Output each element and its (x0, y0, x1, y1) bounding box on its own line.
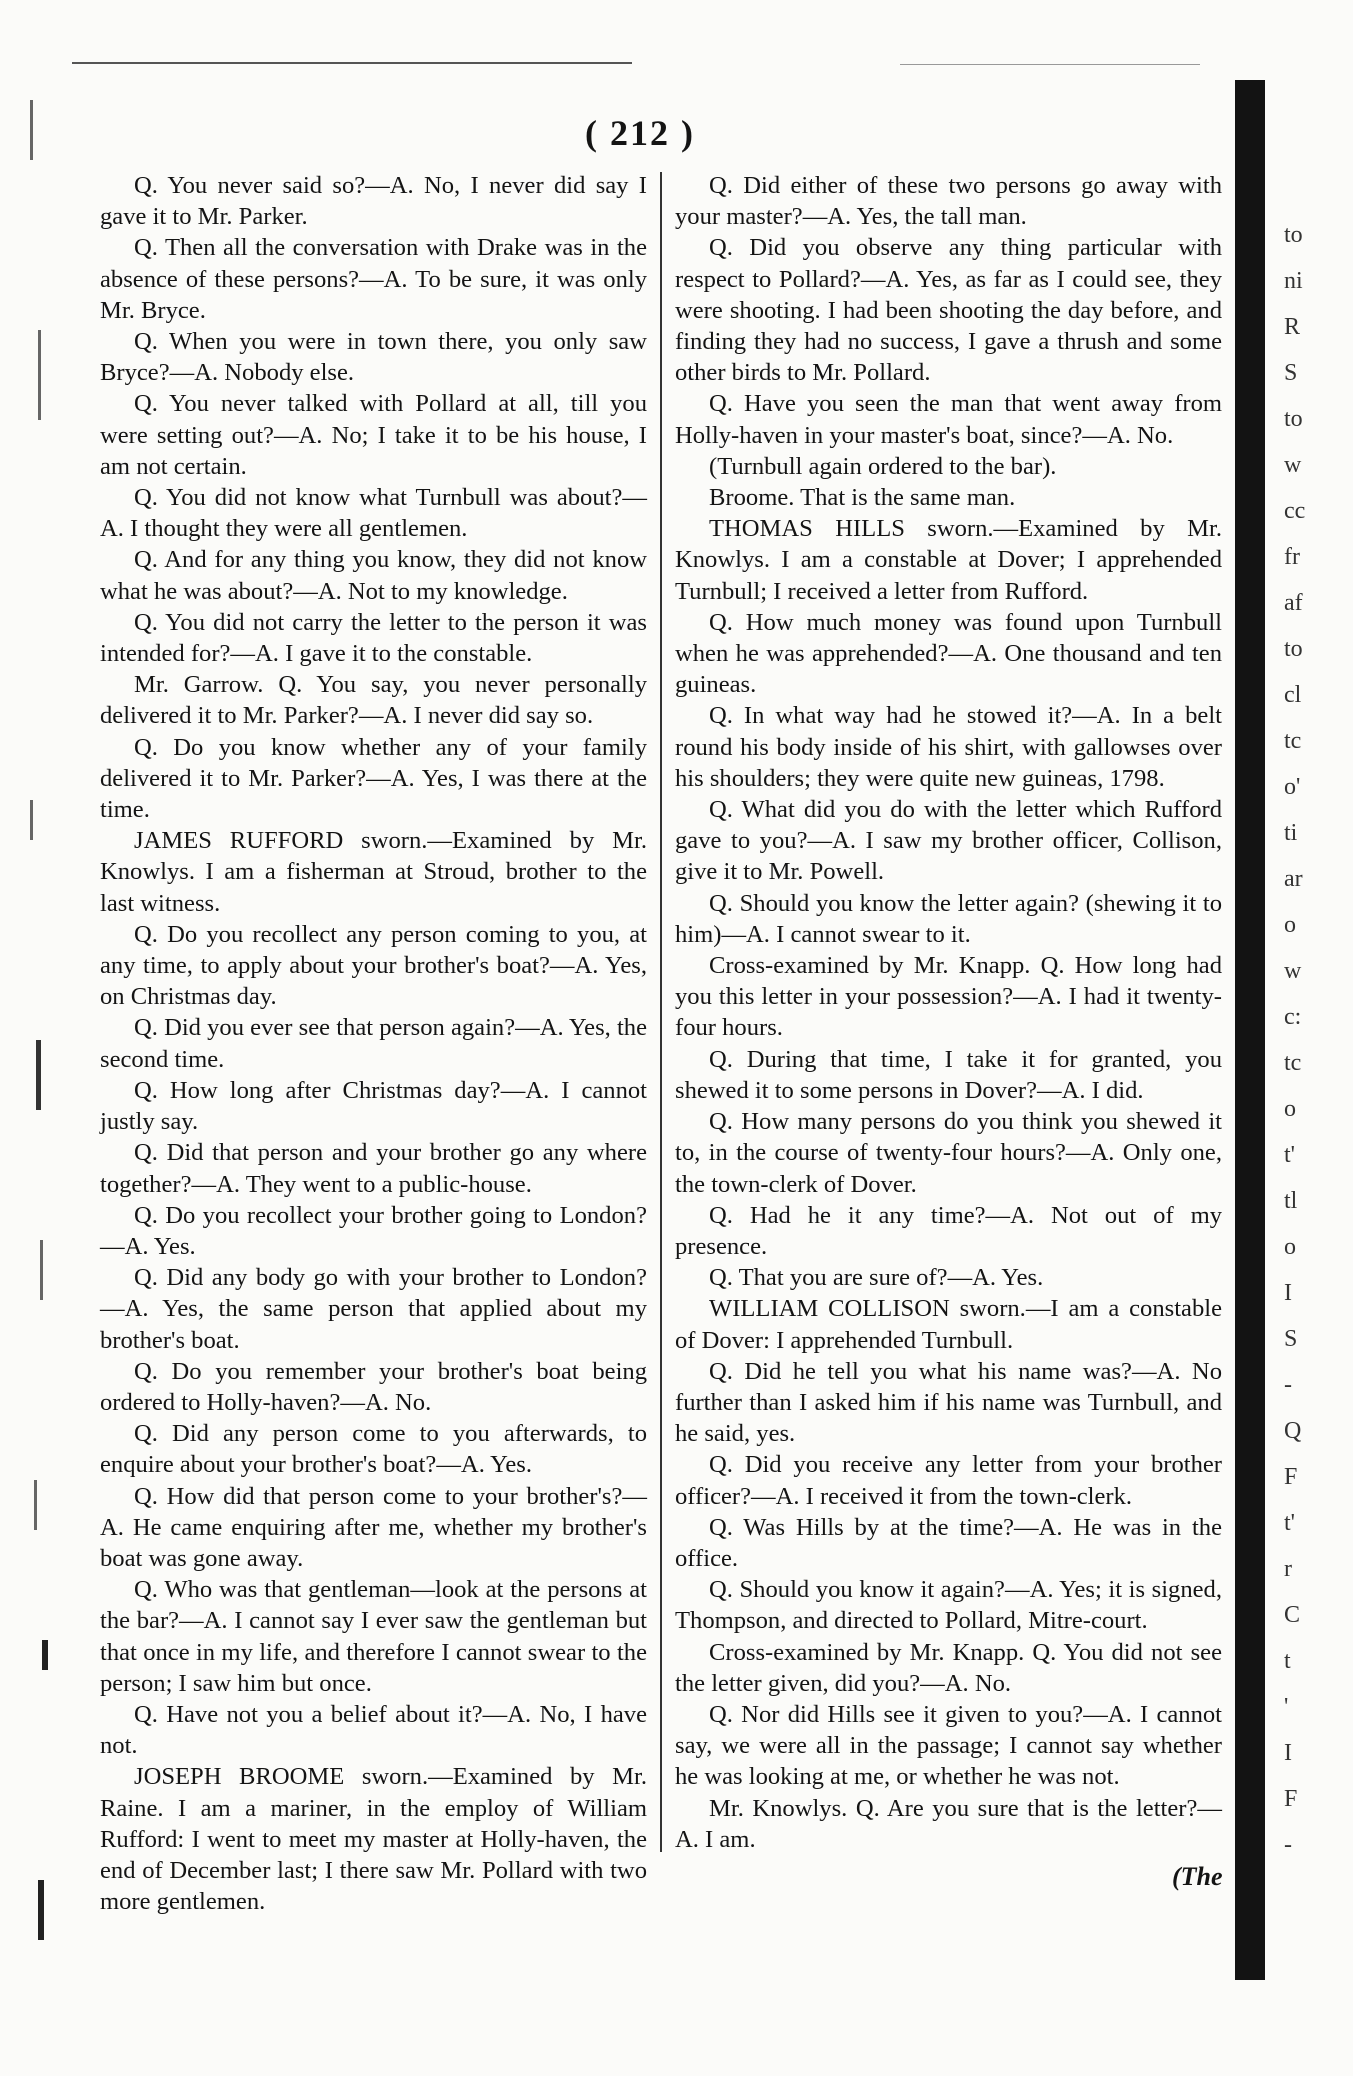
paragraph: Q. How long after Christmas day?—A. I cannot justly say. (100, 1076, 647, 1136)
paragraph: Q. You did not know what Turnbull was about?—A. I thought they were all gentlemen. (100, 484, 647, 543)
paragraph: Q. Did any body go with your brother to London?—A. Yes, the same person that applied about my brother's boat. (100, 1264, 647, 1354)
paragraph: THOMAS HILLS sworn.—Examined by Mr. Knowlys. I am a constable at Dover; I apprehended Turnbull; I received a letter from Rufford. (675, 515, 1222, 605)
paragraph: JAMES RUFFORD sworn.—Examined by Mr. Knowlys. I am a fisherman at Stroud, brother to the last witness. (100, 827, 647, 917)
facing-page-fragment: ' (1284, 1694, 1289, 1720)
paragraph: Q. Then all the conversation with Drake was in the absence of these persons?—A. To be sure, it was only Mr. Bryce. (100, 234, 647, 324)
top-rule-right (900, 64, 1200, 65)
paragraph: JOSEPH BROOME sworn.—Examined by Mr. Raine. I am a mariner, in the employ of William Rufford: I went to meet my master at Holly-haven, the end of December last; I there saw Mr. Pollard with two more gentlemen. (100, 1763, 647, 1916)
paragraph: Q. Did he tell you what his name was?—A. No further than I asked him if his name was Turnbull, and he said, yes. (675, 1357, 1222, 1448)
facing-page-fragment: ar (1284, 866, 1303, 892)
facing-page-fragment: I (1284, 1280, 1292, 1306)
paragraph: Q. Did either of these two persons go away with your master?—A. Yes, the tall man. (675, 172, 1222, 231)
paragraph: Q. Should you know the letter again? (shewing it to him)—A. I cannot swear to it. (675, 889, 1222, 948)
facing-page-fragment: r (1284, 1556, 1292, 1582)
book-spine (1235, 80, 1265, 1980)
paragraph: Q. Was Hills by at the time?—A. He was in the office. (675, 1513, 1222, 1572)
facing-page-fragment: to (1284, 222, 1303, 248)
paragraph: Cross-examined by Mr. Knapp. Q. You did not see the letter given, did you?—A. No. (675, 1638, 1222, 1697)
paragraph: Q. Did any person come to you afterwards, to enquire about your brother's boat?—A. Yes. (100, 1420, 647, 1479)
paragraph: Q. Did that person and your brother go any where together?—A. They went to a public-house. (100, 1139, 647, 1198)
paragraph: Q. You never talked with Pollard at all, till you were setting out?—A. No; I take it to be his house, I am not certain. (100, 390, 647, 480)
paragraph: Q. You never said so?—A. No, I never did say I gave it to Mr. Parker. (100, 172, 647, 231)
paragraph: Q. What did you do with the letter which Rufford gave to you?—A. I saw my brother officer, Collison, give it to Mr. Powell. (675, 796, 1222, 886)
facing-page-fragment: ni (1284, 268, 1303, 294)
paragraph: Q. Nor did Hills see it given to you?—A. I cannot say, we were all in the passage; I cannot say whether he was looking at me, or whether he was not. (675, 1700, 1222, 1791)
right-column (675, 170, 1222, 1855)
facing-page-fragment: to (1284, 636, 1303, 662)
facing-page-fragment: t' (1284, 1510, 1295, 1536)
paragraph: Q. Did you ever see that person again?—A. Yes, the second time. (100, 1014, 647, 1073)
paragraph: Mr. Knowlys. Q. Are you sure that is the letter?—A. I am. (675, 1794, 1222, 1853)
paragraph: Q. When you were in town there, you only saw Bryce?—A. Nobody else. (100, 328, 647, 387)
paragraph: Q. Should you know it again?—A. Yes; it is signed, Thompson, and directed to Pollard, Mitre-court. (675, 1576, 1222, 1635)
paragraph: Q. Had he it any time?—A. Not out of my presence. (675, 1201, 1222, 1260)
facing-page-fragment: F (1284, 1464, 1298, 1490)
left-column (100, 170, 647, 1917)
paragraph: Mr. Garrow. Q. You say, you never personally delivered it to Mr. Parker?—A. I never did say so. (100, 671, 647, 730)
paragraph: Q. How did that person come to your brother's?—A. He came enquiring after me, whether my brother's boat was gone away. (100, 1482, 647, 1572)
facing-page-fragment: w (1284, 958, 1302, 984)
facing-page-fragment: cl (1284, 682, 1302, 708)
catchword: (The (1172, 1862, 1223, 1891)
facing-page-fragment: - (1284, 1832, 1292, 1858)
facing-page-fragment: tc (1284, 728, 1302, 754)
facing-page-fragment: R (1284, 314, 1301, 340)
paragraph: Q. How much money was found upon Turnbull when he was apprehended?—A. One thousand and ten guineas. (675, 608, 1222, 699)
paragraph: Cross-examined by Mr. Knapp. Q. How long had you this letter in your possession?—A. I had it twenty-four hours. (675, 952, 1222, 1042)
paragraph: Q. You did not carry the letter to the person it was intended for?—A. I gave it to the constable. (100, 608, 647, 668)
paragraph: WILLIAM COLLISON sworn.—I am a constable of Dover: I apprehended Turnbull. (675, 1295, 1222, 1354)
facing-page-fragment: c: (1284, 1004, 1302, 1030)
facing-page-fragment: C (1284, 1602, 1301, 1628)
paragraph: Q. Do you know whether any of your family delivered it to Mr. Parker?—A. Yes, I was there at the time. (100, 733, 647, 824)
facing-page-fragment: S (1284, 1326, 1298, 1352)
facing-page-fragment: t (1284, 1648, 1291, 1674)
facing-page-fragment: ti (1284, 820, 1298, 846)
facing-page-fragment: tl (1284, 1188, 1298, 1214)
page-number: ( 212 ) (585, 113, 695, 153)
facing-page-fragment: o' (1284, 774, 1301, 800)
paragraph: Q. Did you observe any thing particular with respect to Pollard?—A. Yes, as far as I could see, they were shooting. I had been shooting the day before, and finding they had no success, I gave a thrush and some other birds to Mr. Pollard. (675, 234, 1222, 387)
paragraph: Q. How many persons do you think you shewed it to, in the course of twenty-four hours?—A. Only one, the town-clerk of Dover. (675, 1108, 1222, 1198)
facing-page-fragment: o (1284, 1234, 1296, 1260)
paragraph: Q. Do you recollect any person coming to you, at any time, to apply about your brother's boat?—A. Yes, on Christmas day. (100, 920, 647, 1011)
facing-page-fragment: F (1284, 1786, 1298, 1812)
facing-page-fragment: Q (1284, 1418, 1302, 1444)
facing-page-fragment: af (1284, 590, 1303, 616)
facing-page-fragment: I (1284, 1740, 1292, 1766)
paragraph: Q. During that time, I take it for granted, you shewed it to some persons in Dover?—A. I did. (675, 1045, 1222, 1104)
paragraph: Q. Who was that gentleman—look at the persons at the bar?—A. I cannot say I ever saw the gentleman but that once in my life, and therefore I cannot swear to the person; I saw him but once. (100, 1576, 647, 1697)
paragraph: Q. And for any thing you know, they did not know what he was about?—A. Not to my knowledge. (100, 546, 647, 605)
paragraph: Q. That you are sure of?—A. Yes. (709, 1264, 1044, 1292)
facing-page-fragment: w (1284, 452, 1302, 478)
paragraph: Q. In what way had he stowed it?—A. In a belt round his body inside of his shirt, with gallowses over his shoulders; they were quite new guineas, 1798. (675, 702, 1222, 792)
facing-page-fragment: fr (1284, 544, 1300, 570)
paragraph: Q. Do you remember your brother's boat being ordered to Holly-haven?—A. No. (100, 1357, 647, 1416)
facing-page-fragment: to (1284, 406, 1303, 432)
facing-page-fragment: o (1284, 1096, 1296, 1122)
facing-page-fragment: S (1284, 360, 1298, 386)
top-rule (72, 62, 632, 64)
facing-page-fragment: t' (1284, 1142, 1295, 1168)
paragraph: Q. Do you recollect your brother going to London?—A. Yes. (100, 1201, 647, 1260)
paragraph: Broome. That is the same man. (709, 484, 1016, 512)
column-divider (660, 172, 662, 1852)
paragraph: Q. Have not you a belief about it?—A. No, I have not. (100, 1700, 647, 1760)
paragraph: Q. Have you seen the man that went away from Holly-haven in your master's boat, since?—A. No. (675, 390, 1222, 449)
facing-page-fragment: tc (1284, 1050, 1302, 1076)
facing-page-edge (1284, 220, 1353, 1876)
paragraph: (Turnbull again ordered to the bar). (709, 452, 1057, 480)
facing-page-fragment: cc (1284, 498, 1306, 524)
facing-page-fragment: o (1284, 912, 1296, 938)
binding-marks (30, 80, 70, 1980)
paragraph: Q. Did you receive any letter from your brother officer?—A. I received it from the town-clerk. (675, 1451, 1222, 1510)
facing-page-fragment: - (1284, 1372, 1292, 1398)
